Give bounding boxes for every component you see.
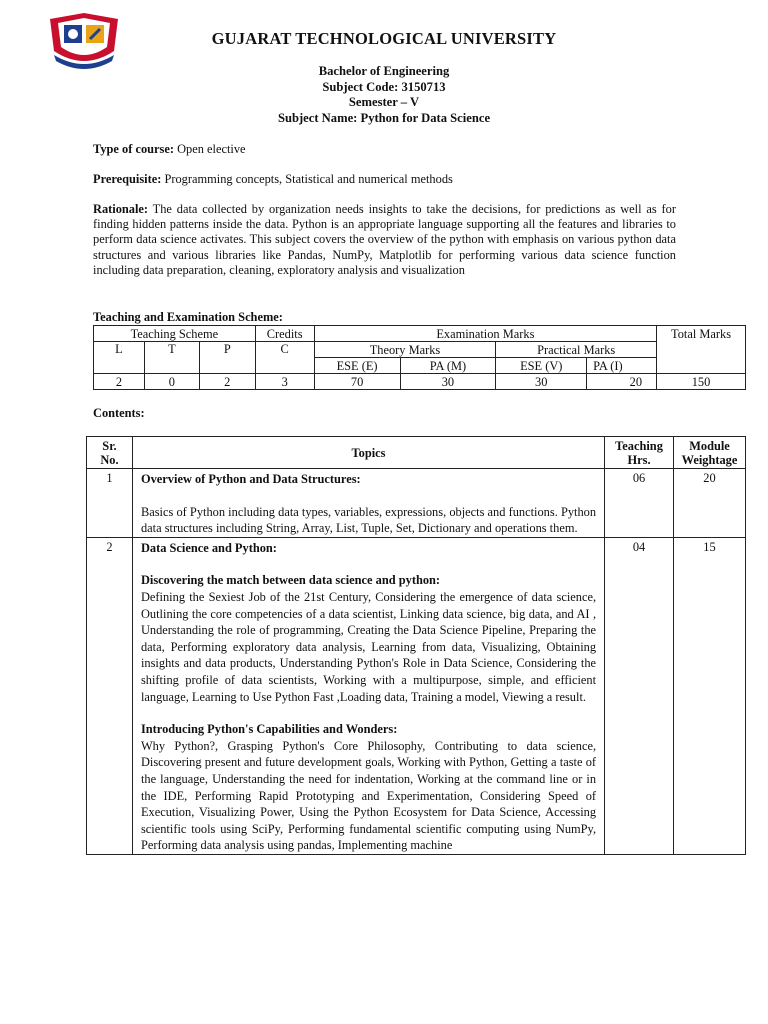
- contents-table: [86, 436, 746, 855]
- prerequisite: [93, 172, 676, 187]
- rationale-label: Rationale:: [93, 202, 149, 216]
- row-sr: 1: [87, 469, 133, 538]
- row-weight: 15: [674, 537, 746, 854]
- type-of-course-value: Open elective: [173, 142, 246, 156]
- type-of-course: [93, 142, 676, 157]
- ese-e-value: 70: [314, 374, 400, 390]
- topic-body: Basics of Python including data types, variables, expressions, objects and functions. Python data structures including String, Array, List, Tuple, Set, Dictionary and operations them.: [140, 504, 597, 536]
- teaching-scheme-header: Teaching Scheme: [94, 326, 256, 342]
- university-title: GUJARAT TECHNOLOGICAL UNIVERSITY: [211, 29, 557, 48]
- subtopic-body: Defining the Sexiest Job of the 21st Century, Considering the emergence of data science, Outlining the core competencies of a data scientist, Linking data science, big data, and AI , Understanding the role of programming, Creating the Data Science Pipeline, Preparing the data, Performing exploratory data analysis, Learning from data, Visualizing, Obtaining insights and data products, Understanding Python's Role in Data Science, Considering the shifting profile of data scientists, Working with a multipurpose, simple, and efficient language, Learning to Use Python Fast ,Loading data, Training a model, Viewing a result.: [140, 589, 597, 704]
- pa-i-header: PA (I): [587, 358, 657, 374]
- p-header: P: [199, 342, 255, 374]
- topic-title: Data Science and Python:: [140, 540, 277, 555]
- rationale: [93, 202, 676, 278]
- subject-code: Subject Code: 3150713: [322, 80, 446, 94]
- semester: Semester – V: [348, 95, 420, 109]
- prerequisite-value: Programming concepts, Statistical and numerical methods: [161, 172, 453, 186]
- pa-m-value: 30: [400, 374, 496, 390]
- ese-v-value: 30: [496, 374, 587, 390]
- table-row: [87, 537, 746, 854]
- c-header: C: [255, 342, 314, 374]
- row-weight: 20: [674, 469, 746, 538]
- contents-heading: Contents:: [93, 406, 145, 420]
- total-marks-header: Total Marks: [657, 326, 746, 374]
- p-value: 2: [199, 374, 255, 390]
- row-topic: [132, 469, 604, 538]
- theory-marks-header: Theory Marks: [314, 342, 496, 358]
- t-header: T: [144, 342, 199, 374]
- l-value: 2: [94, 374, 145, 390]
- sr-no-header: Sr. No.: [87, 437, 133, 469]
- practical-marks-header: Practical Marks: [496, 342, 657, 358]
- topic-title: Overview of Python and Data Structures:: [140, 472, 361, 486]
- scheme-table: [93, 325, 746, 390]
- pa-m-header: PA (M): [400, 358, 496, 374]
- scheme-heading: Teaching and Examination Scheme:: [93, 310, 283, 324]
- exam-marks-header: Examination Marks: [314, 326, 656, 342]
- subtopic-title: Introducing Python's Capabilities and Wonders:: [140, 722, 398, 737]
- subtopic-body: Why Python?, Grasping Python's Core Philosophy, Contributing to data science, Discovering present and future development goals, Working with Python, Getting a taste of the language, Understanding the need for indentation, Working at the command line or in the IDE, Performing Rapid Prototyping and Experimentation, Considering Speed of Execution, Visualizing Power, Using the Python Ecosystem for Data Science, Accessing scientific tools using SciPy, Performing fundamental scientific computing using NumPy, Performing data analysis using pandas, Implementing machine: [140, 738, 597, 853]
- module-weightage-header: Module Weightage: [674, 437, 746, 469]
- topics-header: Topics: [132, 437, 604, 469]
- subject-name: Subject Name: Python for Data Science: [277, 111, 491, 125]
- ese-e-header: ESE (E): [314, 358, 400, 374]
- type-of-course-label: Type of course:: [93, 142, 174, 156]
- row-topic: [132, 537, 604, 854]
- l-header: L: [94, 342, 145, 374]
- total-value: 150: [657, 374, 746, 390]
- row-sr: 2: [87, 537, 133, 854]
- t-value: 0: [144, 374, 199, 390]
- rationale-value: The data collected by organization needs insights to take the decisions, for predictions as well as for finding hidden patterns inside the data. Python is an appropriate language supporting all the features and libraries to perform data science activates. This subject covers the overview of the python with emphasis on various python data structures and various libraries like Pandas, NumPy, Matplotlib for performing various data science function including data preparation, cleaning, exploratory analysis and visualization: [93, 202, 676, 277]
- subtopic-title: Discovering the match between data science and python:: [140, 573, 441, 588]
- row-hrs: 04: [605, 537, 674, 854]
- ese-v-header: ESE (V): [496, 358, 587, 374]
- pa-i-value: 20: [587, 374, 657, 390]
- table-row: [87, 469, 746, 538]
- row-hrs: 06: [605, 469, 674, 538]
- c-value: 3: [255, 374, 314, 390]
- credits-header: Credits: [255, 326, 314, 342]
- teaching-hrs-header: Teaching Hrs.: [605, 437, 674, 469]
- prerequisite-label: Prerequisite:: [93, 172, 162, 186]
- degree: Bachelor of Engineering: [318, 64, 450, 78]
